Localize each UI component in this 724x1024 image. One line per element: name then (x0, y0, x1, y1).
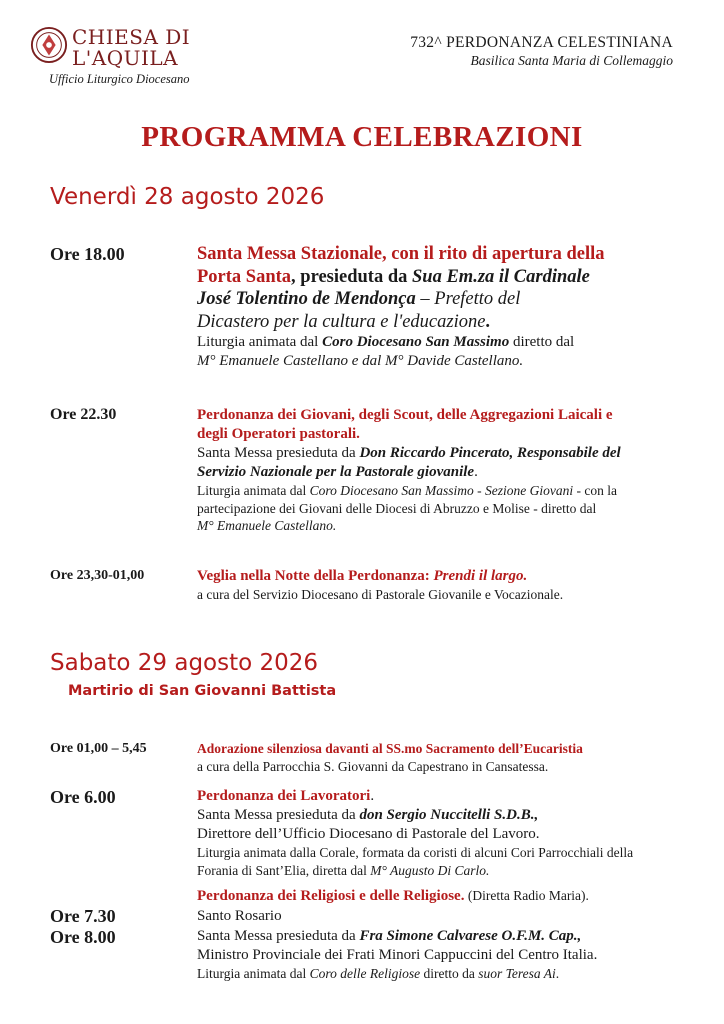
event-line: Perdonanza dei Giovani, degli Scout, delle Aggregazioni Laicali e (197, 407, 613, 423)
event-line: Santa Messa presieduta da Don Riccardo Pincerato, Responsabile del (197, 445, 621, 461)
logo-line-2: L'AQUILA (72, 46, 179, 70)
event-line: Porta Santa, presieduta da Sua Em.za il Cardinale (197, 266, 590, 287)
event-line: Perdonanza dei Lavoratori. (197, 788, 375, 804)
event-line: Servizio Nazionale per la Pastorale giovanile. (197, 464, 478, 480)
event-line: Liturgia animata dalla Corale, formata da coristi di alcuni Cori Parrocchiali della (197, 845, 634, 860)
day-1-event-2 (197, 406, 692, 535)
event-line: Perdonanza dei Religiosi e delle Religiose. (Diretta Radio Maria). (197, 888, 589, 904)
day-2-event-3 (197, 887, 692, 983)
event-line: Forania di Sant’Elia, diretta dal M° Augusto Di Carlo. (197, 862, 490, 878)
event-line: M° Emanuele Castellano. (197, 518, 337, 533)
event-line: Liturgia animata dal Coro Diocesano San Massimo - Sezione Giovani - con la (197, 483, 617, 498)
day-2-event-2 (197, 787, 692, 879)
event-line: Santa Messa presieduta da Fra Simone Calvarese O.F.M. Cap., (197, 928, 582, 944)
logo-line-1: CHIESA DI (72, 25, 191, 49)
event-line: Ministro Provinciale dei Frati Minori Cappuccini del Centro Italia. (197, 947, 598, 963)
logo-subtitle: Ufficio Liturgico Diocesano (49, 72, 190, 86)
day-2-event-3-time-a: Ore 7.30 (50, 906, 116, 926)
day-2-title: Sabato 29 agosto 2026 (50, 650, 319, 676)
diocese-seal-icon (30, 26, 68, 64)
day-2-event-1-time: Ore 01,00 – 5,45 (50, 741, 147, 756)
day-1-title: Venerdì 28 agosto 2026 (50, 184, 325, 210)
event-line: Adorazione silenziosa davanti al SS.mo Sacramento dell’Eucaristia (197, 741, 583, 756)
day-2-event-1 (197, 740, 692, 775)
day-1-event-3-time: Ore 23,30-01,00 (50, 568, 145, 583)
day-2-event-2-time: Ore 6.00 (50, 787, 116, 807)
day-2-event-3-time-b: Ore 8.00 (50, 927, 116, 947)
page-title: PROGRAMMA CELEBRAZIONI (141, 121, 583, 153)
day-1-event-2-time: Ore 22.30 (50, 406, 117, 423)
event-line: Santa Messa presieduta da don Sergio Nuccitelli S.D.B., (197, 807, 539, 823)
diocese-logo (28, 24, 208, 90)
event-line: Liturgia animata dal Coro Diocesano San Massimo diretto dal (197, 334, 575, 350)
venue: Basilica Santa Maria di Collemaggio (470, 53, 673, 68)
event-line: partecipazione dei Giovani delle Diocesi di Abruzzo e Molise - diretto dal (197, 500, 597, 516)
event-line: Direttore dell’Ufficio Diocesano di Pastorale del Lavoro. (197, 826, 540, 842)
event-title: 732^ PERDONANZA CELESTINIANA (410, 34, 673, 51)
day-1-event-1-time: Ore 18.00 (50, 244, 125, 264)
day-1-event-1 (197, 243, 692, 371)
event-line: Santo Rosario (197, 908, 282, 924)
event-line: Veglia nella Notte della Perdonanza: Prendi il largo. (197, 568, 528, 584)
event-line: Dicastero per la cultura e l'educazione. (197, 311, 491, 332)
event-line: degli Operatori pastorali. (197, 426, 360, 442)
event-line: Liturgia animata dal Coro delle Religiose diretto da suor Teresa Ai. (197, 966, 560, 981)
event-line: M° Emanuele Castellano e dal M° Davide Castellano. (197, 353, 524, 369)
event-line: a cura della Parrocchia S. Giovanni da Capestrano in Cansatessa. (197, 758, 549, 774)
day-1-event-3 (197, 567, 692, 604)
day-2-subtitle: Martirio di San Giovanni Battista (68, 683, 337, 699)
event-line: a cura del Servizio Diocesano di Pastorale Giovanile e Vocazionale. (197, 587, 564, 602)
event-line: José Tolentino de Mendonça – Prefetto del (197, 289, 521, 309)
event-line: Santa Messa Stazionale, con il rito di apertura della (197, 244, 605, 264)
